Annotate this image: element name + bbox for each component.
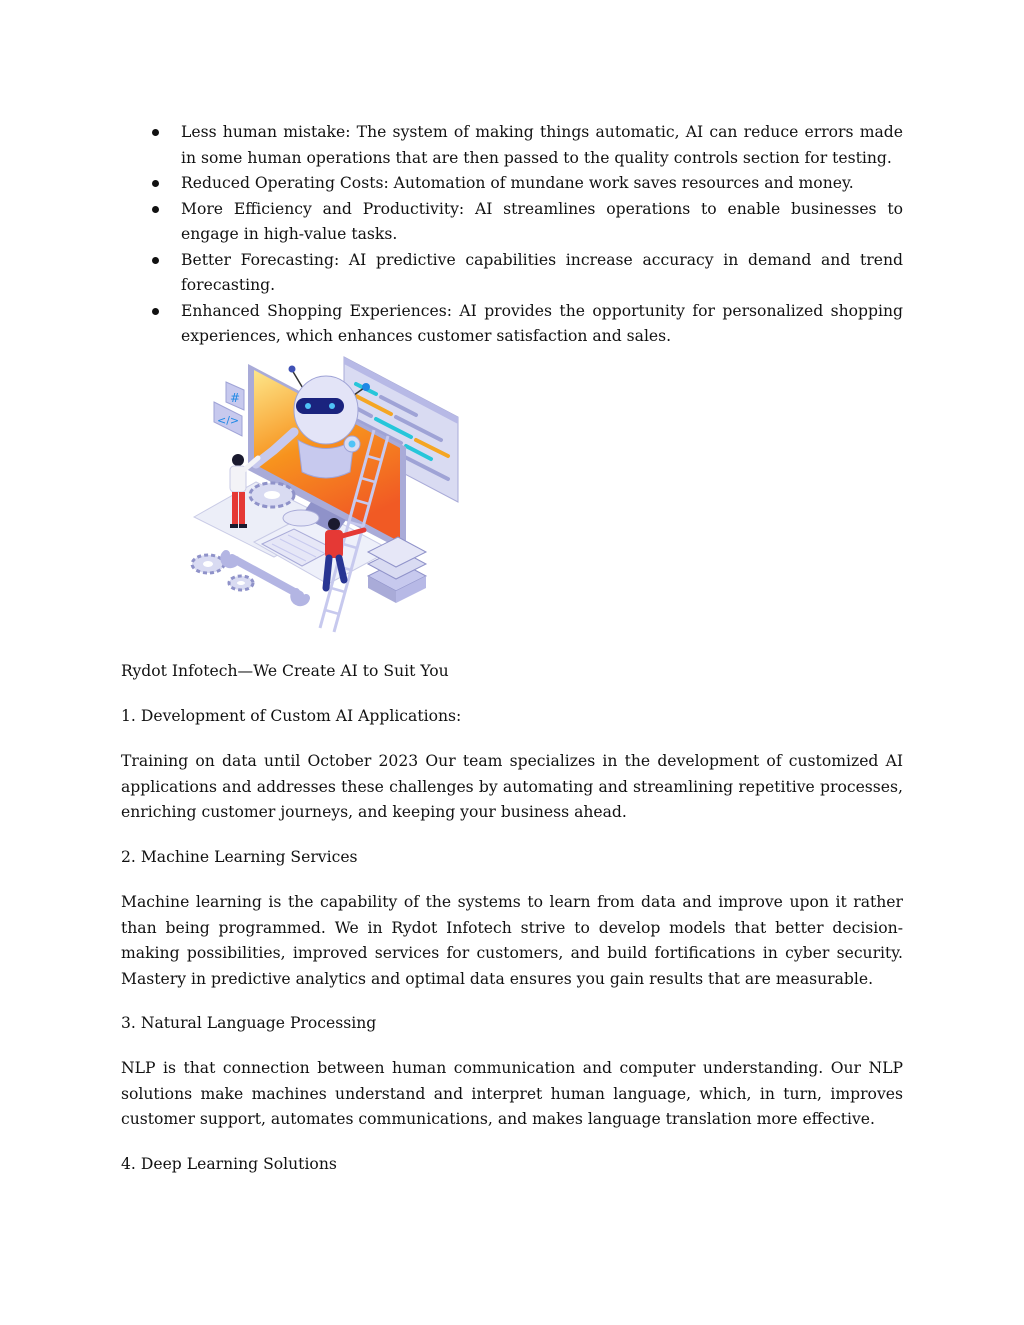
benefits-list	[121, 120, 903, 350]
bullet-icon	[152, 308, 159, 315]
section-body: Machine learning is the capability of the systems to learn from data and improve upon it rather than being programmed. We in Rydot Infotech strive to develop models that better decision-making possibilities, improved services for customers, and build fortifications in cyber security. Mastery in predictive analytics and optimal data ensures you gain results that are measurable.	[121, 893, 903, 988]
section-heading: 1. Development of Custom AI Applications:	[121, 707, 462, 725]
svg-text:</>: </>	[217, 414, 240, 427]
section-body: NLP is that connection between human communication and computer understanding. Our NLP solutions make machines understand and interpret human language, which, in turn, improves customer support, automates communications, and makes language translation more effective.	[121, 1059, 903, 1128]
list-item: Enhanced Shopping Experiences: AI provides the opportunity for personalized shopping experiences, which enhances customer satisfaction and sales.	[121, 299, 903, 350]
section-body: Training on data until October 2023 Our team specializes in the development of customized AI applications and addresses these challenges by automating and streamlining repetitive processes, enriching customer journeys, and keeping your business ahead.	[121, 752, 903, 821]
svg-text:#: #	[230, 391, 241, 405]
bullet-icon	[152, 180, 159, 187]
list-item: Reduced Operating Costs: Automation of mundane work saves resources and money.	[121, 171, 903, 197]
section-heading: 4. Deep Learning Solutions	[121, 1155, 337, 1173]
bullet-icon	[152, 206, 159, 213]
list-item: More Efficiency and Productivity: AI streamlines operations to enable businesses to engage in high-value tasks.	[121, 197, 903, 248]
hashtag-icon	[226, 382, 244, 410]
ai-development-illustration	[186, 352, 462, 634]
bullet-icon	[152, 129, 159, 136]
tagline: Rydot Infotech—We Create AI to Suit You	[121, 662, 449, 680]
list-item: Better Forecasting: AI predictive capabilities increase accuracy in demand and trend forecasting.	[121, 248, 903, 299]
list-item: Less human mistake: The system of making things automatic, AI can reduce errors made in some human operations that are then passed to the quality controls section for testing.	[121, 120, 903, 171]
section-heading: 2. Machine Learning Services	[121, 848, 358, 866]
section-heading: 3. Natural Language Processing	[121, 1014, 377, 1032]
bullet-icon	[152, 257, 159, 264]
